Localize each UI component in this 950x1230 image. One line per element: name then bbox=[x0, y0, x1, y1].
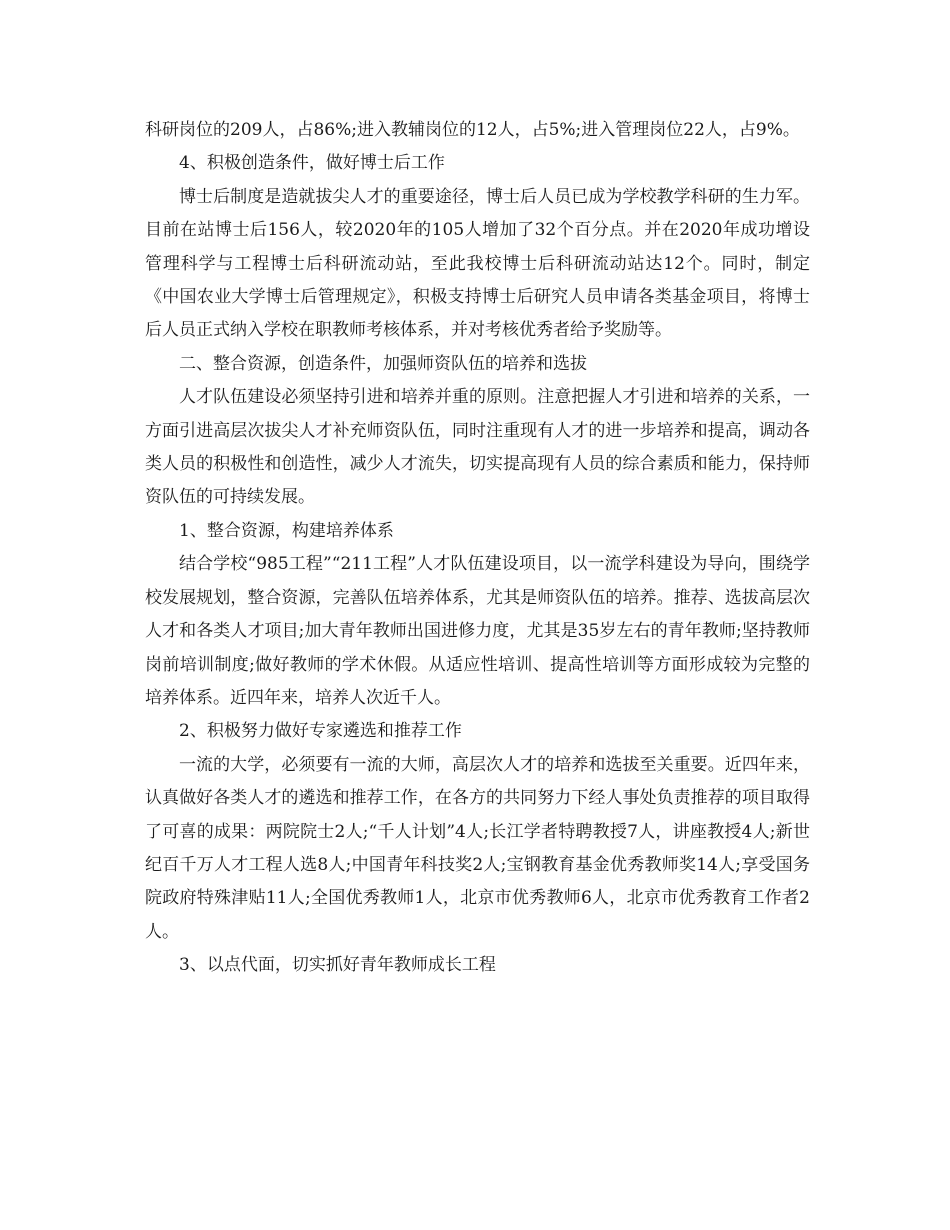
paragraph-expert-selection: 一流的大学，必须要有一流的大师，高层次人才的培养和选拔至关重要。近四年来，认真做好各类人才的遴选和推荐工作，在各方的共同努力下经人事处负责推荐的项目取得了可喜的成果：两院院士2人;“千人计划”4人;长江学者特聘教授7人，讲座教授4人;新世纪百千万人才工程人选8人;中国青年科技奖2人;宝钢教育基金优秀教师奖14人;享受国务院政府特殊津贴11人;全国优秀教师1人，北京市优秀教师6人，北京市优秀教育工作者2人。 bbox=[145, 754, 810, 942]
paragraph-training-system: 结合学校“985工程”“211工程”人才队伍建设项目，以一流学科建设为导向，围绕学校发展规划，整合资源，完善队伍培养体系，尤其是师资队伍的培养。推荐、选拔高层次人才和各类人才项目;加大青年教师出国进修力度，尤其是35岁左右的青年教师;坚持教师岗前培训制度;做好教师的学术休假。从适应性培训、提高性培训等方面形成较为完整的培养体系。近四年来，培养人次近千人。 bbox=[145, 554, 810, 708]
section-heading-2: 二、整合资源，创造条件，加强师资队伍的培养和选拔 bbox=[179, 353, 587, 374]
document-body bbox=[145, 114, 810, 983]
paragraph-talent-team: 人才队伍建设必须坚持引进和培养并重的原则。注意把握人才引进和培养的关系，一方面引进高层次拔尖人才补充师资队伍，同时注重现有人才的进一步培养和提高，调动各类人员的积极性和创造性，减少人才流失，切实提高现有人员的综合素质和能力，保持师资队伍的可持续发展。 bbox=[145, 387, 810, 508]
paragraph-continuation: 科研岗位的209人，占86%;进入教辅岗位的12人，占5%;进入管理岗位22人，占9%。 bbox=[145, 120, 800, 140]
paragraph-postdoc: 博士后制度是造就拔尖人才的重要途径，博士后人员已成为学校教学科研的生力军。目前在站博士后156人，较2020年的105人增加了32个百分点。并在2020年成功增设管理科学与工程博士后科研流动站，至此我校博士后科研流动站达12个。同时，制定《中国农业大学博士后管理规定》，积极支持博士后研究人员申请各类基金项目，将博士后人员正式纳入学校在职教师考核体系，并对考核优秀者给予奖励等。 bbox=[145, 186, 810, 341]
section-heading-4: 4、积极创造条件，做好博士后工作 bbox=[179, 153, 445, 174]
section-heading-3: 3、以点代面，切实抓好青年教师成长工程 bbox=[179, 955, 496, 976]
section-heading-2-expert: 2、积极努力做好专家遴选和推荐工作 bbox=[179, 721, 462, 742]
section-heading-1: 1、整合资源，构建培养体系 bbox=[179, 520, 394, 541]
